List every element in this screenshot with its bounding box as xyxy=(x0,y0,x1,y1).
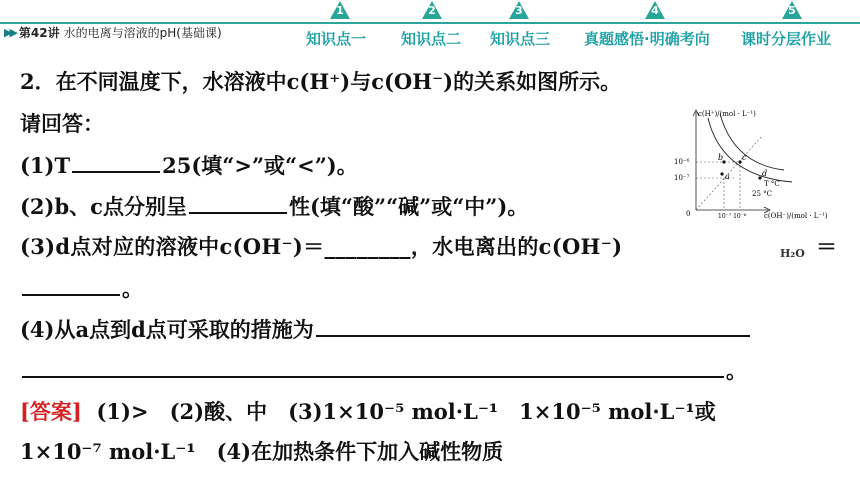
sub-question-4 xyxy=(20,315,752,344)
x-axis-label: c(OH⁻)/(mol · L⁻¹) xyxy=(764,212,828,220)
q3-continuation xyxy=(20,274,143,303)
sub-question-2 xyxy=(20,192,528,221)
nav-badge-2: 2 xyxy=(422,1,442,21)
q2-prefix: (2)b、c点分别呈 xyxy=(20,194,187,219)
sub-question-3 xyxy=(20,233,622,261)
label-d: d xyxy=(762,169,768,178)
label-b: b xyxy=(718,153,724,162)
curve-25c xyxy=(708,118,792,182)
origin-label: 0 xyxy=(686,210,691,218)
double-arrow-icon: ▶▶ xyxy=(4,26,15,39)
q1-prefix: (1)T xyxy=(20,153,71,178)
question-prompt: 请回答： xyxy=(20,111,104,136)
nav-tab-exam-insight[interactable]: 真题感悟·明确考向 xyxy=(584,30,710,48)
nav-badge-4: 4 xyxy=(645,1,665,21)
nav-tab-homework[interactable]: 课时分层作业 xyxy=(741,30,832,48)
header-bar xyxy=(0,0,860,50)
h2o-subscript: H₂O xyxy=(780,247,805,260)
question-intro: 2．在不同温度下，水溶液中c(H⁺)与c(OH⁻)的关系如图所示。 xyxy=(20,69,622,94)
q4-blank xyxy=(316,315,750,337)
curve-tc xyxy=(720,114,784,170)
nav-badge-5: 5 xyxy=(782,1,802,21)
q3-equals: ＝ xyxy=(816,234,837,259)
q4-period: 。 xyxy=(726,358,747,383)
label-curve-t: T °C xyxy=(764,180,780,188)
answer-label: [答案] xyxy=(20,399,82,424)
q2-suffix: 性(填“酸”“碱”或“中”)。 xyxy=(288,194,529,219)
nav-badge-1: 1 xyxy=(330,1,350,21)
x-tick-labels: 10⁻⁷ 10⁻⁶ xyxy=(718,213,747,220)
q4-blank-2 xyxy=(22,356,724,378)
answer-text-1: (1)> (2)酸、中 (3)1×10⁻⁵ mol·L⁻¹ 1×10⁻⁵ mol·L⁻¹或 xyxy=(96,399,716,424)
q3-blank-2 xyxy=(22,274,120,296)
y-axis-label: c(H⁺)/(mol · L⁻¹) xyxy=(698,110,756,118)
nav-badge-3: 3 xyxy=(509,1,529,21)
point-a xyxy=(720,172,723,175)
q1-suffix: 25(填“>”或“<”)。 xyxy=(162,153,358,178)
label-curve-25: 25 °C xyxy=(752,190,772,198)
lecture-title xyxy=(4,24,222,41)
label-c: c xyxy=(742,153,747,162)
nav-tab-knowledge-1[interactable]: 知识点一 xyxy=(306,30,367,48)
q2-blank xyxy=(189,192,287,214)
q3-text: (3)d点对应的溶液中c(OH⁻)＝________，水电离出的c(OH⁻) xyxy=(20,234,623,259)
nav-tab-knowledge-3[interactable]: 知识点三 xyxy=(490,30,551,48)
q1-blank xyxy=(72,151,160,173)
sub-question-1 xyxy=(20,151,358,180)
nav-tab-knowledge-2[interactable]: 知识点二 xyxy=(401,30,462,48)
label-a: a xyxy=(725,172,730,181)
answer-line-2: 1×10⁻⁷ mol·L⁻¹ (4)在加热条件下加入碱性物质 xyxy=(20,439,504,464)
lecture-number: 第42讲 xyxy=(18,26,60,40)
answer-line-1 xyxy=(20,398,716,426)
lecture-name: 水的电离与溶液的pH(基础课) xyxy=(63,26,222,40)
q4-prefix: (4)从a点到d点可采取的措施为 xyxy=(20,317,314,342)
q3-period: 。 xyxy=(122,276,143,301)
water-ion-product-figure xyxy=(672,106,852,224)
y-tick-10-7: 10⁻⁷ xyxy=(674,174,690,182)
q4-continuation xyxy=(20,356,747,385)
y-tick-10-6: 10⁻⁶ xyxy=(674,158,690,166)
